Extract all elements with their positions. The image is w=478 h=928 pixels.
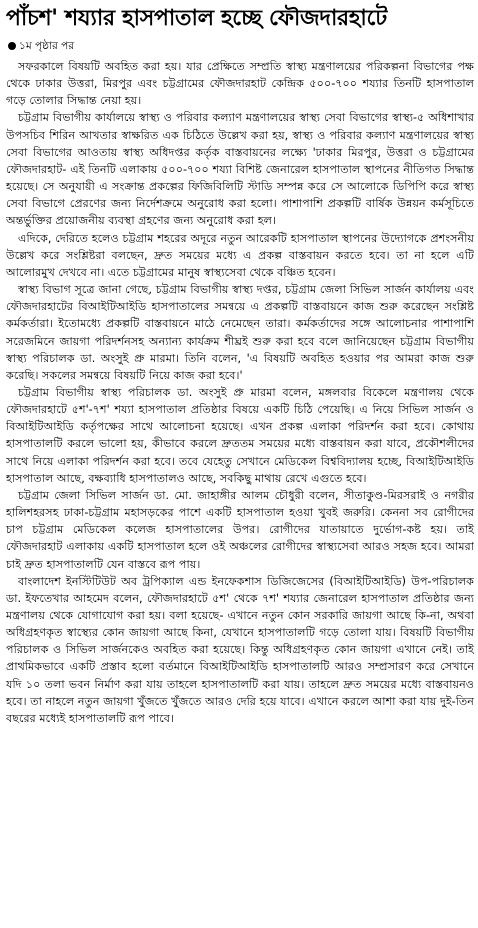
continued-label: ১ম পৃষ্ঠার পর: [19, 40, 75, 52]
headline: পাঁচশ' শয্যার হাসপাতাল হচ্ছে ফৌজদারহাটে: [6, 6, 387, 31]
paragraph: এদিকে, দেরিতে হলেও চট্টগ্রাম শহরের অদূরে নতুন আরেকটি হাসপাতাল স্থাপনের উদ্যোগকে প্রশংসনীয় উল্লেখ করে সংশ্লিষ্টরা বলছেন, দ্রুত সময়ের মধ্যে এ প্রকল্প বাস্তবায়ন করতে হবে। তা না হলে এটি আলোরমুখ দেখবে না। এতে চট্টগ্রামের মানুষ স্বাস্থ্যসেবা থেকে বঞ্চিত হবেন।: [6, 231, 474, 279]
bullet-icon: [8, 42, 16, 50]
paragraph: বাংলাদেশ ইনস্টিটিউট অব ট্রপিক্যাল এন্ড ইনফেকশাস ডিজিজেসের (বিআইটিআইডি) উপ-পরিচালক ডা. ইফতেখার আহমেদ বলেন, ফৌজদারহাটে ৫শ' থেকে ৭শ' শয্যার জেনারেল হাসপাতাল প্রতিষ্ঠার জন্য মন্ত্রণালয় থেকে যোগাযোগ করা হয়। বলা হয়েছে- এখানে নতুন কোন সরকারি জায়গা আছে কি-না, অথবা অধিগ্রহণকৃত স্বাস্থ্যের কোন জায়গা আছে কিনা, যেখানে হাসপাতালটি গড়ে তোলা যায়। বিষয়টি বিভাগীয় পরিচালক ও সিভিল সার্জনকেও অবহিত করা হয়েছে। কিন্তু অধিগ্রহণকৃত কোন জায়গা এখানে নেই। তাই প্রাথমিকভাবে একটি প্রস্তাব হলো বর্তমানে বিআইটিআইডি হাসপাতালটি আরও সম্প্রসারণ করে সেখানে যদি ১০ তলা ভবন নির্মাণ করা যায় তাহলে হাসপাতালটি করা যায়। তাহলে দ্রুত সময়ের মধ্যে বাস্তবায়নও হবে। তা নাহলে নতুন জায়গা খুঁজতে খুঁজতে আরও দেরি হয়ে যাবে। এখানে করলে আশা করা যায় দুই-তিন বছরের মধ্যেই হাসপাতালটি রূপ পাবে।: [6, 574, 474, 725]
paragraph: স্বাস্থ্য বিভাগ সূত্রে জানা গেছে, চট্টগ্রাম বিভাগীয় স্বাস্থ্য দপ্তর, চট্টগ্রাম জেলা সিভিল সার্জন কার্যালয় এবং ফৌজদারহাটের বিআইটিআইডি হাসপাতালের সমন্বয়ে এ প্রকল্পটি বাস্তবায়নে কাজ শুরু করেছেন সংশ্লিষ্ট কর্মকর্তারা। ইতোমধ্যে প্রকল্পটি বাস্তবায়নে মাঠে নেমেছেন তারা। কর্মকর্তাদের সঙ্গে আলোচনার পাশাপাশি সরেজমিনে জায়গা পরিদর্শনসহ অন্যান্য কার্যক্রম শীঘ্রই শুরু করা হবে বলে জানিয়েছেন চট্টগ্রাম বিভাগীয় স্বাস্থ্য পরিচালক ডা. অংসুই প্রু মারমা। তিনি বলেন, 'এ বিষয়টি অবহিত হওয়ার পর আমরা কাজ শুরু করেছি। সকলের সমন্বয়ে বিষয়টি নিয়ে কাজ করা হবে।': [6, 283, 474, 382]
paragraph: চট্টগ্রাম বিভাগীয় কার্যালয়ে স্বাস্থ্য ও পরিবার কল্যাণ মন্ত্রণালয়ের স্বাস্থ্য সেবা বিভাগের স্বাস্থ্য-৫ অধিশাখার উপসচিব শিরিন আখতার স্বাক্ষরিত এক চিঠিতে উল্লেখ করা হয়, স্বাস্থ্য ও পরিবার কল্যাণ মন্ত্রণালয়ের স্বাস্থ্য সেবা বিভাগের আওতায় স্বাস্থ্য অধিদপ্তর কর্তৃক বাস্তবায়নের লক্ষ্যে 'ঢাকার মিরপুর, উত্তরা ও চট্টগ্রামের ফৌজদারহাট- এই তিনটি এলাকায় ৫০০-৭০০ শয্যা বিশিষ্ট জেনারেল হাসপাতাল স্থাপনের নীতিগত সিদ্ধান্ত হয়েছে। সে অনুযায়ী এ সংক্রান্ত প্রকল্পের ফিজিবিলিটি স্টাডি সম্পন্ন করে সে আলোকে ডিপিপি করে স্বাস্থ্য সেবা বিভাগে প্রেরণের জন্য নির্দেশক্রমে অনুরোধ করা হলো। পাশাপাশি প্রকল্পটি বার্ষিক উন্নয়ন কর্মসূচিতে অন্তর্ভুক্তির প্রয়োজনীয় ব্যবস্থা গ্রহণের জন্য অনুরোধ করা হল।: [6, 111, 474, 228]
paragraph: চট্টগ্রাম বিভাগীয় স্বাস্থ্য পরিচালক ডা. অংসুই প্রু মারমা বলেন, মঙ্গলবার বিকেলে মন্ত্রণালয় থেকে ফৌজদারহাটে ৫শ'-৭শ' শয্যা হাসপাতাল প্রতিষ্ঠার বিষয়ে একটি চিঠি পেয়েছি। এ নিয়ে সিভিল সার্জন ও বিআইটিআইডি কর্তৃপক্ষের সাথে আলোচনা হয়েছে। এখন প্রকল্প এলাকা পরিদর্শন করা হবে। কোথায় হাসপাতালটি করলে ভালো হয়, কীভাবে করলে দ্রুততম সময়ের মধ্যে বাস্তবায়ন করা যাবে, প্রকৌশলীদের সাথে নিয়ে এলাকা পরিদর্শন করা হবে। তবে যেহেতু সেখানে মেডিকেল বিশ্ববিদ্যালয় হচ্ছে, বিআইটিআইডি হাসপাতাল আছে, বক্ষব্যাধি হাসপাতালও আছে, সবকিছু মাথায় রেখে এগুতে হবে।: [6, 385, 474, 485]
paragraph: সফরকালে বিষয়টি অবহিত করা হয়। যার প্রেক্ষিতে সম্প্রতি স্বাস্থ্য মন্ত্রণালয়ের পরিকল্পনা বিভাগের পক্ষ থেকে ঢাকার উত্তরা, মিরপুর এবং চট্টগ্রামের ফৌজদারহাট কেন্দ্রিক ৫০০-৭০০ শয্যার তিনটি হাসপাতাল গড়ে তোলার সিদ্ধান্ত নেয়া হয়।: [6, 60, 474, 108]
continued-from-page-1: [8, 38, 74, 54]
paragraph: চট্টগ্রাম জেলা সিভিল সার্জন ডা. মো. জাহাঙ্গীর আলম চৌধুরী বলেন, সীতাকুণ্ড-মিরসরাই ও নগরীর হালিশহরসহ ঢাকা-চট্টগ্রাম মহাসড়কের পাশে একটি হাসপাতাল হওয়া খুবই জরুরি। কেননা সব রোগীদের চাপ চট্টগ্রাম মেডিকেল কলেজ হাসপাতালের উপর। রোগীদের যাতায়াতে দুর্ভোগ-কষ্ট হয়। তাই ফৌজদারহাট এলাকায় একটি হাসপাতাল হলে ওই অঞ্চলের রোগীদের স্বাস্থ্যসেবা আরও সহজ হবে। আমরা চাই দ্রুত হাসপাতালটি যেন বাস্তবে রূপ পায়।: [6, 488, 474, 571]
article-body: [6, 58, 474, 924]
